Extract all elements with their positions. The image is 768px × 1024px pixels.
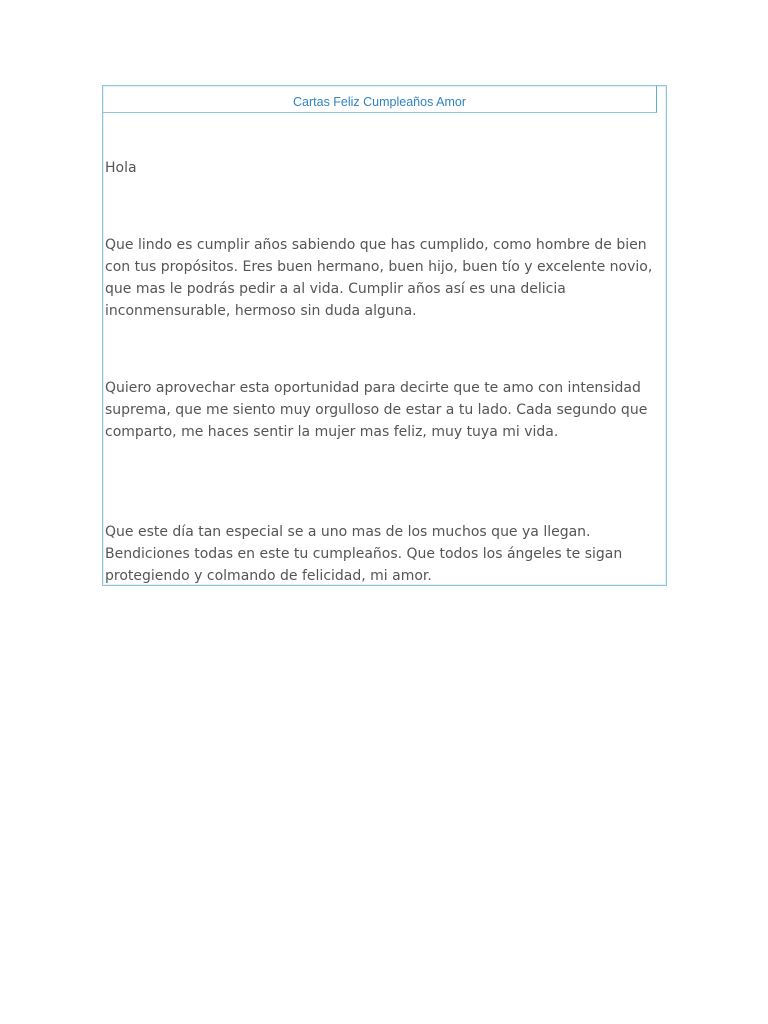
letter-paragraph-3: Que este día tan especial se a uno mas de los muchos que ya llegan. Bendiciones todas en este tu cumpleaños. Que todos los ángeles te sigan protegiendo y colmando de felicidad, mi amor.	[105, 524, 623, 584]
letter-paragraph-1: Que lindo es cumplir años sabiendo que has cumplido, como hombre de bien con tus propósitos. Eres buen hermano, buen hijo, buen tío y excelente novio, que mas le podrás pedir a al vida. Cumplir años así es una delicia inconmensurable, hermoso sin duda alguna.	[105, 237, 653, 319]
letter-paragraph-2: Quiero aprovechar esta oportunidad para decirte que te amo con intensidad suprema, que me siento muy orgulloso de estar a tu lado. Cada segundo que comparto, me haces sentir la mujer mas feliz, muy tuya mi vida.	[105, 380, 648, 440]
title-box	[103, 86, 657, 113]
letter-card	[102, 85, 667, 586]
letter-greeting: Hola	[105, 160, 137, 176]
letter-title: Cartas Feliz Cumpleaños Amor	[293, 95, 466, 109]
